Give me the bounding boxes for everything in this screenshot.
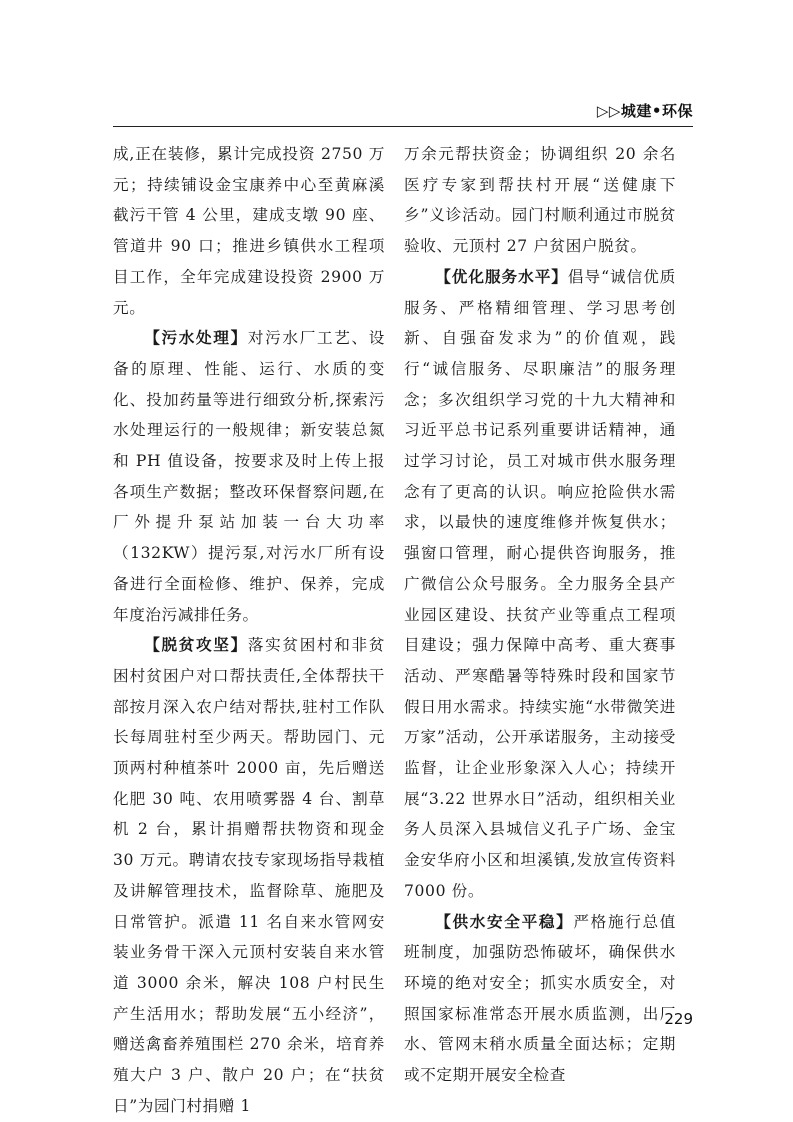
- keyword-heading: 【污水处理】: [144, 329, 248, 348]
- paragraph-text: 对污水厂工艺、设备的原理、性能、运行、水质的变化、投加药量等进行细致分析,探索污水处理运行的一般规律；新安装总氮和 PH 值设备，按要求及时上传上报各项生产数据；整改环保督察问题,在厂外提升泵站加装一台大功率（132KW）提污泵,对污水厂所有设备进行全面检修、维护、保养，完成年度治污减排任务。: [113, 329, 385, 624]
- paragraph-continued: 成,正在装修，累计完成投资 2750 万元；持续铺设金宝康养中心至黄麻溪截污干管 4 公里，建成支墩 90 座、管道井 90 口；推进乡镇供水工程项目工作，全年完成建设投资 2900 万元。: [113, 145, 385, 317]
- paragraph-water-safety: [404, 907, 676, 1091]
- paragraph-continued: 万余元帮扶资金；协调组织 20 余名医疗专家到帮扶村开展“送健康下乡”义诊活动。园门村顺利通过市脱贫验收、元顶村 27 户贫困户脱贫。: [404, 145, 676, 256]
- section-label: ▷▷城建•环保: [596, 102, 693, 120]
- page-number: 229: [664, 1010, 693, 1028]
- right-column: [404, 139, 676, 1091]
- left-column: [113, 139, 385, 1122]
- paragraph-poverty-alleviation: [113, 630, 385, 1121]
- running-header: [113, 98, 693, 127]
- paragraph-text: 严格施行总值班制度，加强防恐怖破坏，确保供水环境的绝对安全；抓实水质安全，对照国家标准常态开展水质监测，出厂水、管网末稍水质量全面达标；定期或不定期开展安全检查: [404, 912, 676, 1085]
- keyword-heading: 【优化服务水平】: [435, 267, 568, 286]
- paragraph-text: 倡导“诚信优质服务、严格精细管理、学习思考创新、自强奋发求为”的价值观，践行“诚信服务、尽职廉洁”的服务理念；多次组织学习党的十九大精神和习近平总书记系列重要讲话精神，通过学习讨论，员工对城市供水服务理念有了更高的认识。响应抢险供水需求，以最快的速度维修并恢复供水；强窗口管理，耐心提供咨询服务，推广微信公众号服务。全力服务全县产业园区建设、扶贫产业等重点工程项目建设；强力保障中高考、重大赛事活动、严寒酷暑等特殊时段和国家节假日用水需求。持续实施“水带微笑进万家”活动，公开承诺服务，主动接受监督，让企业形象深入人心；持续开展“3.22 世界水日”活动，组织相关业务人员深入县城信义孔子广场、金宝金安华府小区和坦溪镇,发放宣传资料 7000 份。: [404, 267, 676, 900]
- paragraph-sewage-treatment: [113, 323, 385, 630]
- keyword-heading: 【供水安全平稳】: [435, 912, 574, 931]
- paragraph-text: 落实贫困村和非贫困村贫困户对口帮扶责任,全体帮扶干部按月深入农户结对帮扶,驻村工作队长每周驻村至少两天。帮助园门、元顶两村种植茶叶 2000 亩，先后赠送化肥 30 吨、农用喷雾器 4 台、割草机 2 台，累计捐赠帮扶物资和现金 30 万元。聘请农技专家现场指导栽植及讲解管理技术，监督除草、施肥及日常管护。派遣 11 名自来水管网安装业务骨干深入元顶村安装自来水管道 3000 余米，解决 108 户村民生产生活用水；帮助发展“五小经济”，赠送禽畜养殖围栏 270 余米，培育养殖大户 3 户、散户 20 户；在“扶贫日”为园门村捐赠 1: [113, 636, 385, 1115]
- keyword-heading: 【脱贫攻坚】: [144, 636, 248, 655]
- paragraph-service-level: [404, 262, 676, 907]
